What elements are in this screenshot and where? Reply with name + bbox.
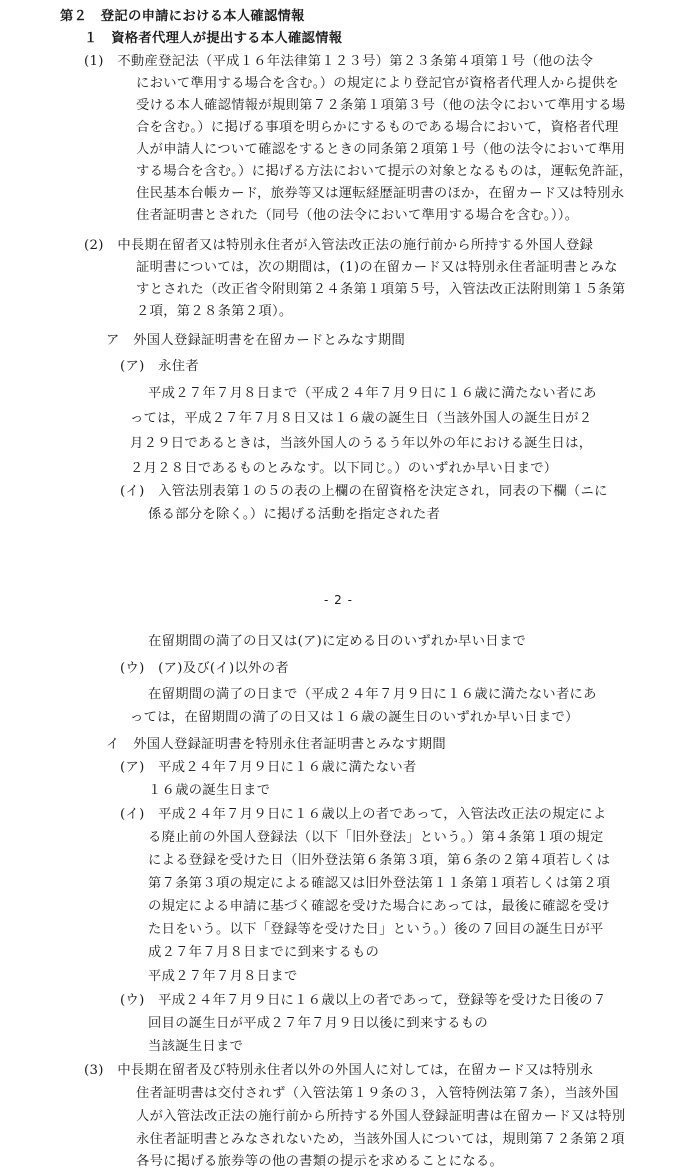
subsection-heading: １ 資格者代理人が提出する本人確認情報 [84,31,343,46]
paragraph-line: １６歳の誕生日まで [148,783,271,798]
item-heading: (ウ) (ア)及び(イ)以外の者 [120,661,289,676]
paragraph-line: 在留期間の満了の日まで（平成２４年７月９日に１６歳に満たない者にあ [148,687,597,702]
item-heading: (ア) 平成２４年７月９日に１６歳に満たない者 [120,760,417,775]
paragraph-line: の規定による申請に基づく確認を受けた場合にあっては，最後に確認を受け [148,899,611,914]
paragraph-line: る廃止前の外国人登録法（以下「旧外登法」という。）第４条第１項の規定 [148,830,604,845]
paragraph-line: 受ける本人確認情報が規則第７２条第１項第３号（他の法令において準用する場 [136,98,626,113]
item-heading: イ 外国人登録証明書を特別永住者証明書とみなす期間 [106,737,446,752]
paragraph-line: 各号に掲げる旅券等の他の書類の提示を求めることになる。 [136,1154,504,1169]
paragraph-line: ２項，第２８条第２項）。 [136,304,293,319]
paragraph-line: 永住者証明書とみなされないため，当該外国人については，規則第７２条第２項 [136,1132,625,1147]
paragraph-line: 月２９日であるときは，当該外国人のうるう年以外の年における誕生日は， [130,436,593,451]
paragraph-line: 住民基本台帳カード，旅券等又は運転経歴証明書のほか，在留カード又は特別永 [136,186,625,201]
paragraph-line: する場合を含む。）に掲げる方法において提示の対象となるものは，運転免許証， [136,164,633,179]
paragraph-line: 成２７年７月８日までに到来するもの [148,945,380,960]
section-heading: 第２ 登記の申請における本人確認情報 [60,9,305,24]
paragraph-line: っては，平成２７年７月８日又は１６歳の誕生日（当該外国人の誕生日が２ [130,411,593,426]
paragraph-line: (イ) 入管法別表第１の５の表の上欄の在留資格を決定され，同表の下欄（ニに [120,484,608,499]
paragraph-line: 住者証明書とされた（同号（他の法令において準用する場合を含む。））。 [136,208,579,223]
paragraph-line: (1) 不動産登記法（平成１６年法律第１２３号）第２３条第４項第１号（他の法令 [84,54,594,69]
page-number: - 2 - [324,593,353,607]
paragraph-line: (2) 中長期在留者又は特別永住者が入管法改正法の施行前から所持する外国人登録 [84,238,594,253]
paragraph-line: 係る部分を除く。）に掲げる活動を指定された者 [148,507,441,522]
paragraph-line: (3) 中長期在留者及び特別永住者以外の外国人に対しては，在留カード又は特別永 [84,1063,594,1078]
paragraph-line: において準用する場合を含む。）の規定により登記官が資格者代理人から提供を [136,76,619,91]
item-heading: (ア) 永住者 [120,359,199,374]
paragraph-line: 人が入管法改正法の施行前から所持する外国人登録証明書は在留カード又は特別 [136,1109,626,1124]
paragraph-line: 証明書については，次の期間は，(1)の在留カード又は特別永住者証明書とみな [136,260,618,275]
paragraph-line: ２月２８日であるものとみなす。以下同じ。）のいずれか早い日まで） [130,461,558,476]
paragraph-line: すとされた（改正省令附則第２４条第１項第５号，入管法改正法附則第１５条第 [136,282,626,297]
paragraph-line: た日をいう。以下「登録等を受けた日」という。）後の７回目の誕生日が平 [148,922,604,937]
paragraph-line: 第７条第３項の規定による確認又は旧外登法第１１条第１項若しくは第２項 [148,876,611,891]
paragraph-line: 平成２７年７月８日まで [148,969,298,984]
paragraph-line: 人が申請人について確認をするときの同条第２項第１号（他の法令において準用 [136,142,626,157]
item-heading: ア 外国人登録証明書を在留カードとみなす期間 [106,333,406,348]
paragraph-line: 合を含む。）に掲げる事項を明らかにするものである場合において，資格者代理 [136,120,619,135]
paragraph-line: っては，在留期間の満了の日又は１６歳の誕生日のいずれか早い日まで） [130,710,579,725]
paragraph-line: 平成２７年７月８日まで（平成２４年７月９日に１６歳に満たない者にあ [148,386,597,401]
paragraph-line: (ウ) 平成２４年７月９日に１６歳以上の者であって，登録等を受けた日後の７ [120,993,607,1008]
paragraph-line: 当該誕生日まで [148,1039,244,1054]
paragraph-line: 回目の誕生日が平成２７年７月９日以後に到来するもの [148,1016,488,1031]
paragraph-line: による登録を受けた日（旧外登法第６条第３項，第６条の２第４項若しくは [148,853,611,868]
paragraph-line: 住者証明書は交付されず（入管法第１９条の３，入管特例法第７条），当該外国 [136,1086,619,1101]
paragraph-line: (イ) 平成２４年７月９日に１６歳以上の者であって，入管法改正法の規定によ [120,807,607,822]
paragraph-line: 在留期間の満了の日又は(ア)に定める日のいずれか早い日まで [148,634,527,649]
